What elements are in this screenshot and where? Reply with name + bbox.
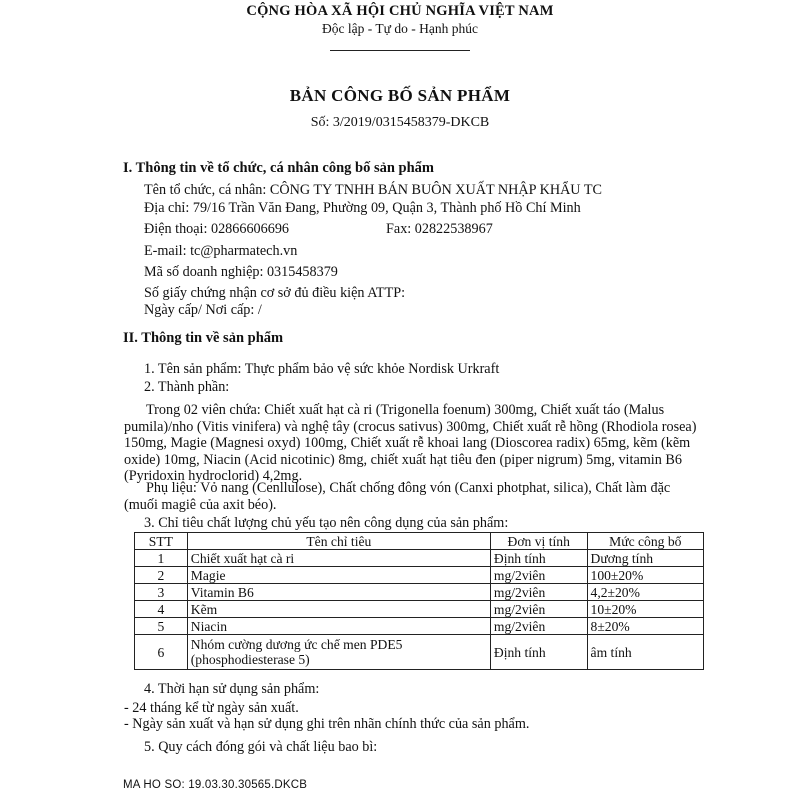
table-row bbox=[135, 584, 704, 601]
org-phone: Điện thoại: 02866606696 bbox=[144, 221, 290, 237]
table-cell: âm tính bbox=[587, 635, 703, 670]
table-cell: 4 bbox=[135, 601, 188, 618]
table-cell: 2 bbox=[135, 567, 188, 584]
table-header-cell: Mức công bố bbox=[587, 533, 703, 550]
shelf-life-heading: 4. Thời hạn sử dụng sản phẩm: bbox=[144, 681, 320, 697]
table-row bbox=[135, 618, 704, 635]
document-number: Số: 3/2019/0315458379-DKCB bbox=[310, 115, 490, 130]
table-cell: 100±20% bbox=[587, 567, 703, 584]
org-address: Địa chỉ: 79/16 Trần Văn Đang, Phường 09, Quận 3, Thành phố Hồ Chí Minh bbox=[144, 200, 581, 216]
table-cell: 8±20% bbox=[587, 618, 703, 635]
table-cell: Vitamin B6 bbox=[187, 584, 490, 601]
table-cell: mg/2viên bbox=[490, 601, 587, 618]
table-cell: mg/2viên bbox=[490, 567, 587, 584]
table-cell: 1 bbox=[135, 550, 188, 567]
table-cell: 3 bbox=[135, 584, 188, 601]
header-divider bbox=[330, 50, 470, 51]
table-cell: Kẽm bbox=[187, 601, 490, 618]
table-cell: Dương tính bbox=[587, 550, 703, 567]
shelf-life-line-2: - Ngày sản xuất và hạn sử dụng ghi trên nhãn chính thức của sản phẩm. bbox=[124, 716, 530, 732]
table-row bbox=[135, 550, 704, 567]
table-cell: Định tính bbox=[490, 550, 587, 567]
shelf-life-line-1: - 24 tháng kể từ ngày sản xuất. bbox=[124, 700, 299, 716]
table-cell: 4,2±20% bbox=[587, 584, 703, 601]
packaging-heading: 5. Quy cách đóng gói và chất liệu bao bì: bbox=[144, 739, 378, 755]
table-row bbox=[135, 567, 704, 584]
table-header-cell: Đơn vị tính bbox=[490, 533, 587, 550]
org-name: Tên tổ chức, cá nhân: CÔNG TY TNHH BÁN BUÔN XUẤT NHẬP KHẨU TC bbox=[144, 182, 602, 198]
org-email: E-mail: tc@pharmatech.vn bbox=[144, 243, 298, 259]
org-tax-code: Mã số doanh nghiệp: 0315458379 bbox=[144, 264, 338, 280]
table-header-cell: Tên chỉ tiêu bbox=[187, 533, 490, 550]
table-cell: Niacin bbox=[187, 618, 490, 635]
table-cell: Magie bbox=[187, 567, 490, 584]
table-cell: 5 bbox=[135, 618, 188, 635]
table-cell: 6 bbox=[135, 635, 188, 670]
table-cell: 10±20% bbox=[587, 601, 703, 618]
composition-text: Trong 02 viên chứa: Chiết xuất hạt cà ri (Trigonella foenum) 300mg, Chiết xuất táo (Malus pumila)/nho (Vitis vinifera) và nghệ tây (crocus sativus) 300mg, Chiết xuất rễ hồng (Rhodiola rosea) 150mg, Magie (Magnesi oxyd) 100mg, Chiết xuất rễ khoai lang (Dioscorea radix) 65mg, kẽm (kẽm oxide) 10mg, Niacin (Acid nicotinic) 8mg, chiết xuất hạt tiêu đen (piper nigrum) 5mg, vitamin B6 (Pyridoxin hydroclorid) 4,2mg. bbox=[124, 402, 697, 485]
quality-heading: 3. Chỉ tiêu chất lượng chủ yếu tạo nên công dụng của sản phẩm: bbox=[144, 515, 509, 531]
table-header-cell: STT bbox=[135, 533, 188, 550]
table-row bbox=[135, 601, 704, 618]
section-2-heading: II. Thông tin về sản phẩm bbox=[123, 330, 284, 346]
file-code-footer: MA HO SO: 19.03.30.30565.DKCB bbox=[123, 779, 308, 791]
national-motto: Độc lập - Tự do - Hạnh phúc bbox=[322, 21, 478, 36]
country-header: CỘNG HÒA XÃ HỘI CHỦ NGHĨA VIỆT NAM bbox=[246, 3, 554, 19]
table-header-row bbox=[135, 533, 704, 550]
composition-heading: 2. Thành phần: bbox=[144, 379, 230, 395]
table-cell: mg/2viên bbox=[490, 584, 587, 601]
table-cell: mg/2viên bbox=[490, 618, 587, 635]
table-cell: Chiết xuất hạt cà ri bbox=[187, 550, 490, 567]
document-title: BẢN CÔNG BỐ SẢN PHẨM bbox=[289, 86, 511, 105]
org-fax: Fax: 02822538967 bbox=[386, 221, 493, 237]
excipients-text: Phụ liệu: Vỏ nang (Cenllulose), Chất chống đông vón (Canxi photphat, silica), Chất làm đặc (muối magiê của axit béo). bbox=[124, 480, 671, 513]
food-safety-cert: Số giấy chứng nhận cơ sở đủ điều kiện ATTP: bbox=[144, 285, 406, 301]
table-cell: Định tính bbox=[490, 635, 587, 670]
section-1-heading: I. Thông tin về tổ chức, cá nhân công bố sản phẩm bbox=[123, 160, 434, 176]
table-cell: Nhóm cường dương ức chế men PDE5 (phosphodiesterase 5) bbox=[187, 635, 490, 670]
table-row bbox=[135, 635, 704, 670]
cert-issue-info: Ngày cấp/ Nơi cấp: / bbox=[144, 302, 262, 318]
quality-specs-table bbox=[134, 532, 704, 670]
product-name: 1. Tên sản phẩm: Thực phẩm bảo vệ sức khỏe Nordisk Urkraft bbox=[144, 361, 500, 377]
